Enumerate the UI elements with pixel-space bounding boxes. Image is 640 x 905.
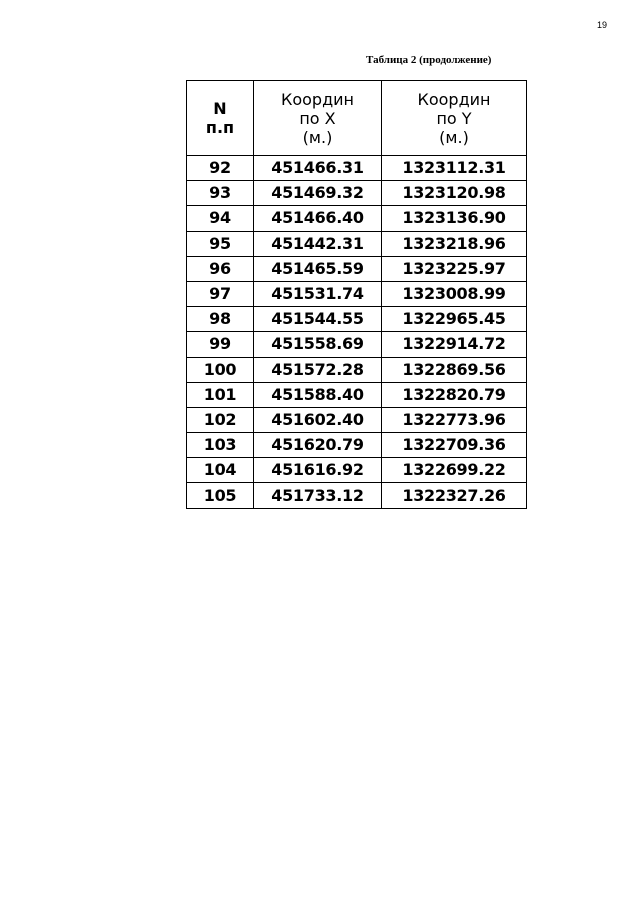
table-row bbox=[187, 357, 527, 382]
cell-coord-x: 451733.12 bbox=[254, 483, 382, 508]
cell-point-number: 94 bbox=[187, 206, 254, 231]
coordinates-table bbox=[186, 80, 527, 509]
table-row bbox=[187, 206, 527, 231]
cell-point-number: 99 bbox=[187, 332, 254, 357]
cell-coord-y: 1323225.97 bbox=[382, 256, 527, 281]
table-caption: Таблица 2 (продолжение) bbox=[366, 54, 492, 66]
cell-coord-x: 451588.40 bbox=[254, 382, 382, 407]
cell-coord-y: 1323218.96 bbox=[382, 231, 527, 256]
cell-coord-y: 1322327.26 bbox=[382, 483, 527, 508]
cell-coord-x: 451558.69 bbox=[254, 332, 382, 357]
cell-point-number: 93 bbox=[187, 181, 254, 206]
cell-point-number: 100 bbox=[187, 357, 254, 382]
cell-coord-y: 1322820.79 bbox=[382, 382, 527, 407]
cell-point-number: 95 bbox=[187, 231, 254, 256]
table-row bbox=[187, 231, 527, 256]
cell-coord-x: 451442.31 bbox=[254, 231, 382, 256]
cell-point-number: 92 bbox=[187, 156, 254, 181]
cell-coord-x: 451616.92 bbox=[254, 458, 382, 483]
table-row bbox=[187, 483, 527, 508]
cell-coord-y: 1323120.98 bbox=[382, 181, 527, 206]
cell-point-number: 104 bbox=[187, 458, 254, 483]
cell-coord-y: 1322965.45 bbox=[382, 307, 527, 332]
cell-coord-x: 451544.55 bbox=[254, 307, 382, 332]
cell-coord-y: 1322699.22 bbox=[382, 458, 527, 483]
cell-coord-x: 451465.59 bbox=[254, 256, 382, 281]
cell-point-number: 102 bbox=[187, 407, 254, 432]
table-row bbox=[187, 332, 527, 357]
table-body bbox=[187, 156, 527, 509]
header-coord-y: Координ по Y (м.) bbox=[382, 81, 527, 156]
table-row bbox=[187, 256, 527, 281]
table-row bbox=[187, 307, 527, 332]
table-row bbox=[187, 407, 527, 432]
cell-point-number: 105 bbox=[187, 483, 254, 508]
cell-coord-y: 1322773.96 bbox=[382, 407, 527, 432]
cell-coord-x: 451466.40 bbox=[254, 206, 382, 231]
cell-coord-y: 1323112.31 bbox=[382, 156, 527, 181]
page-number: 19 bbox=[597, 20, 608, 30]
cell-coord-x: 451531.74 bbox=[254, 281, 382, 306]
cell-coord-x: 451466.31 bbox=[254, 156, 382, 181]
table-row bbox=[187, 281, 527, 306]
cell-point-number: 97 bbox=[187, 281, 254, 306]
table-row bbox=[187, 458, 527, 483]
header-point-number: N п.п bbox=[187, 81, 254, 156]
cell-coord-x: 451620.79 bbox=[254, 433, 382, 458]
table-row bbox=[187, 181, 527, 206]
cell-coord-y: 1322709.36 bbox=[382, 433, 527, 458]
header-coord-x: Координ по X (м.) bbox=[254, 81, 382, 156]
cell-coord-y: 1322914.72 bbox=[382, 332, 527, 357]
cell-coord-x: 451469.32 bbox=[254, 181, 382, 206]
cell-coord-y: 1323136.90 bbox=[382, 206, 527, 231]
table-row bbox=[187, 156, 527, 181]
cell-point-number: 98 bbox=[187, 307, 254, 332]
header-row bbox=[187, 81, 527, 156]
table-row bbox=[187, 382, 527, 407]
cell-coord-y: 1322869.56 bbox=[382, 357, 527, 382]
table-header bbox=[187, 81, 527, 156]
cell-coord-y: 1323008.99 bbox=[382, 281, 527, 306]
cell-point-number: 101 bbox=[187, 382, 254, 407]
table-row bbox=[187, 433, 527, 458]
cell-point-number: 103 bbox=[187, 433, 254, 458]
cell-point-number: 96 bbox=[187, 256, 254, 281]
cell-coord-x: 451602.40 bbox=[254, 407, 382, 432]
cell-coord-x: 451572.28 bbox=[254, 357, 382, 382]
